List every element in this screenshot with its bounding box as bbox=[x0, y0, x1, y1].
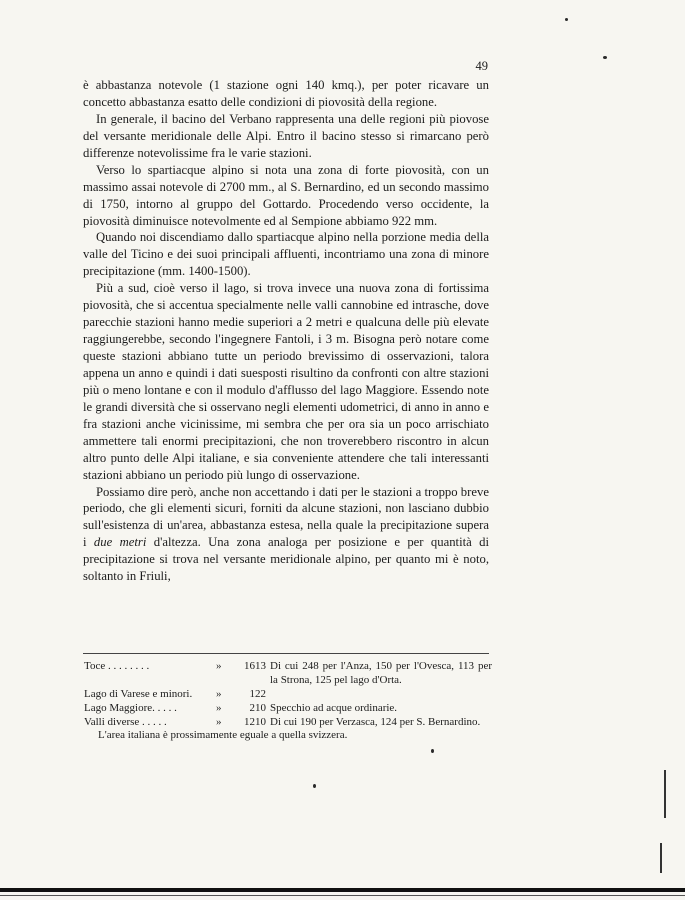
scan-edge-mark bbox=[660, 843, 662, 873]
scan-speck bbox=[603, 56, 607, 59]
row-value: 122 bbox=[249, 687, 266, 700]
scan-speck bbox=[431, 749, 434, 753]
paragraph-5: Più a sud, cioè verso il lago, si trova invece una nuova zona di fortissima piovosità, che si accentua specialmente nelle valli cannobine ed intrasche, dove parecchie stazioni hanno medie superiori a 2 metri e qualcuna delle più elevate raggiungerebbe, secondo l'ingegnere Fantoli, i 3 m. Bisogna però notare come queste stazioni abbiano tutte un periodo brevissimo di osservazioni, talora appena un anno e quindi i dati suesposti risultino da confronti con altre stazioni più o meno lontane e con il modulo d'afflusso del lago Maggiore. Essendo note le grandi diversità che si osservano negli elementi udometrici, di anno in anno e fra stazioni anche vicinissime, mi sembra che per ora sia un poco arrischiato ammettere tali enormi precipitazioni, che non troverebbero riscontro in alcun altro punto delle Alpi italiane, e sia conveniente attendere che tali interessanti stazioni abbiano un periodo più lungo di osservazione. bbox=[83, 281, 489, 482]
row-value: 1613 bbox=[244, 660, 266, 672]
table-row bbox=[84, 716, 494, 730]
scan-edge-mark bbox=[664, 770, 666, 818]
scan-speck bbox=[565, 18, 568, 21]
table-row bbox=[84, 688, 494, 702]
table-row bbox=[84, 702, 494, 716]
paragraph-3: Verso lo spartiacque alpino si nota una zona di forte piovosità, con un massimo assai notevole di 2700 mm., al S. Bernardino, ed un secondo massimo di 1750, intorno al gruppo del Gottardo. Procedendo verso occidente, la piovosità diminuisce notevolmente ed al Sempione abbiamo 922 mm. bbox=[83, 162, 489, 228]
emphasis-due-metri: due metri bbox=[93, 535, 147, 550]
paragraph-4: Quando noi discendiamo dallo spartiacque alpino nella porzione media della valle del Ticino e dei suoi principali affluenti, incontriamo una zona di minore precipitazione (mm. 1400-1500). bbox=[83, 230, 489, 279]
row-note: Specchio ad acque ordinarie. bbox=[270, 701, 398, 714]
ditto-mark: » bbox=[216, 687, 222, 700]
scan-bottom-edge bbox=[0, 895, 685, 896]
footnote-divider bbox=[83, 653, 489, 654]
ditto-mark: » bbox=[216, 660, 222, 672]
row-name: Lago di Varese e minori. bbox=[84, 687, 193, 700]
footnote: L'area italiana è prossimamente eguale a quella svizzera. bbox=[98, 729, 348, 742]
scan-speck bbox=[313, 784, 316, 788]
scan-bottom-edge bbox=[0, 888, 685, 892]
ditto-mark: » bbox=[216, 701, 222, 714]
paragraph-2: In generale, il bacino del Verbano rappresenta una delle regioni più piovose del versante meridionale delle Alpi. Entro il bacino stesso si rimarcano però differenze notevolissime fra le varie stazioni. bbox=[83, 111, 489, 160]
table-row bbox=[84, 660, 494, 688]
row-note: Di cui 248 per l'Anza, 150 per l'Ovesca, 113 per la Strona, 125 pel lago d'Orta. bbox=[270, 660, 492, 686]
body-text bbox=[83, 77, 489, 585]
area-table bbox=[84, 660, 494, 743]
row-name: Toce . . . . . . . . bbox=[84, 660, 150, 672]
row-value: 1210 bbox=[244, 715, 266, 728]
row-name: Lago Maggiore. . . . . bbox=[84, 701, 177, 714]
ditto-mark: » bbox=[216, 715, 222, 728]
paragraph-6 bbox=[83, 484, 489, 586]
row-note: Di cui 190 per Verzasca, 124 per S. Bernardino. bbox=[270, 715, 481, 728]
paragraph-6-text-after: d'altezza. Una zona analoga per posizione e per quantità di precipitazione si trova nel versante meridionale alpino, per quanto mi è noto, soltanto in Friuli, bbox=[83, 535, 489, 584]
paragraph-6-text-before: Possiamo dire però, anche non accettando i dati per le stazioni a troppo breve periodo, che gli elementi sicuri, forniti da alcune stazioni, non lasciano dubbio sull'esistenza di un'area, abbastanza estesa, nella quale la precipitazione supera i bbox=[83, 484, 489, 550]
row-value: 210 bbox=[249, 701, 266, 714]
page-number: 49 bbox=[475, 59, 488, 73]
row-name: Valli diverse . . . . . bbox=[84, 715, 167, 728]
paragraph-1: è abbastanza notevole (1 stazione ogni 140 kmq.), per poter ricavare un concetto abbastanza esatto delle condizioni di piovosità della regione. bbox=[83, 78, 489, 109]
